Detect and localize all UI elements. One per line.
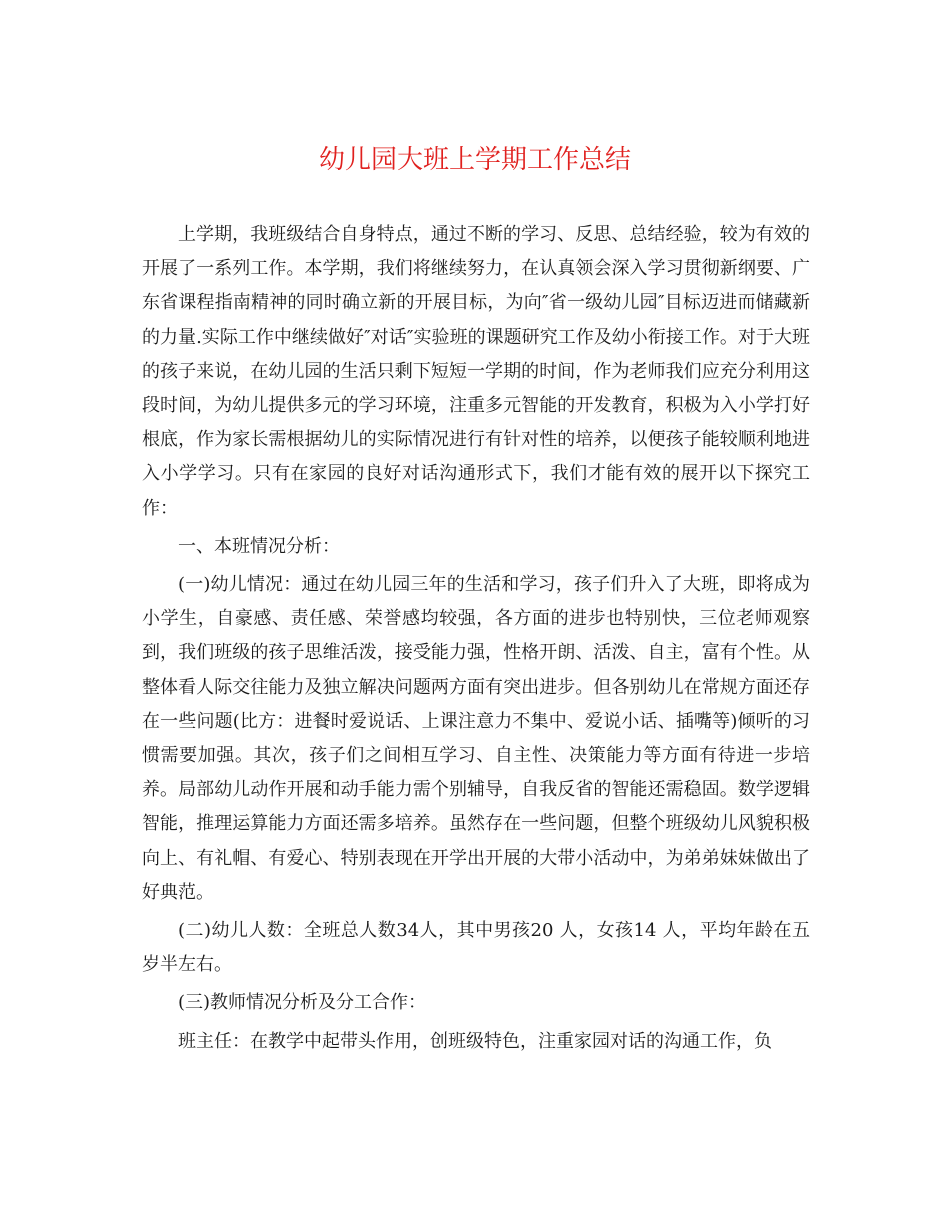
paragraph-head-teacher: 班主任：在教学中起带头作用，创班级特色，注重家园对话的沟通工作，负 [178,1030,772,1052]
paragraph-teacher-analysis: (三)教师情况分析及分工合作： [178,992,427,1014]
section-heading-class-analysis: 一、本班情况分析： [178,535,340,557]
document-title: 幼儿园大班上学期工作总结 [318,145,631,175]
document-body [142,218,810,1063]
paragraph-children-count: (二)幼儿人数：全班总人数34人，其中男孩20 人，女孩14 人，平均年龄在五岁半左右。 [142,920,810,976]
paragraph-children-situation: (一)幼儿情况：通过在幼儿园三年的生活和学习，孩子们升入了大班，即将成为小学生，自豪感、责任感、荣誉感均较强，各方面的进步也特别快，三位老师观察到，我们班级的孩子思维活泼，接受能力强，性格开朗、活泼、自主，富有个性。从整体看人际交往能力及独立解决问题两方面有突出进步。但各别幼儿在常规方面还存在一些问题(比方：进餐时爱说话、上课注意力不集中、爱说小话、插嘴等)倾听的习惯需要加强。其次，孩子们之间相互学习、自主性、决策能力等方面有待进一步培养。局部幼儿动作开展和动手能力需个别辅导，自我反省的智能还需稳固。数学逻辑智能，推理运算能力方面还需多培养。虽然存在一些问题，但整个班级幼儿风貌积极向上、有礼帽、有爱心、特别表现在开学出开展的大带小活动中，为弟弟妹妹做出了好典范。 [142,574,810,903]
paragraph-intro: 上学期，我班级结合自身特点，通过不断的学习、反思、总结经验，较为有效的开展了一系列工作。本学期，我们将继续努力，在认真领会深入学习贯彻新纲要、广东省课程指南精神的同时确立新的开展目标，为向″省一级幼儿园″目标迈进而储藏新的力量.实际工作中继续做好″对话″实验班的课题研究工作及幼小衔接工作。对于大班的孩子来说，在幼儿园的生活只剩下短短一学期的时间，作为老师我们应充分利用这段时间，为幼儿提供多元的学习环境，注重多元智能的开发教育，积极为入小学打好根底，作为家长需根据幼儿的实际情况进行有针对性的培养，以便孩子能较顺利地进入小学学习。只有在家园的良好对话沟通形式下，我们才能有效的展开以下探究工作： [142,224,810,519]
